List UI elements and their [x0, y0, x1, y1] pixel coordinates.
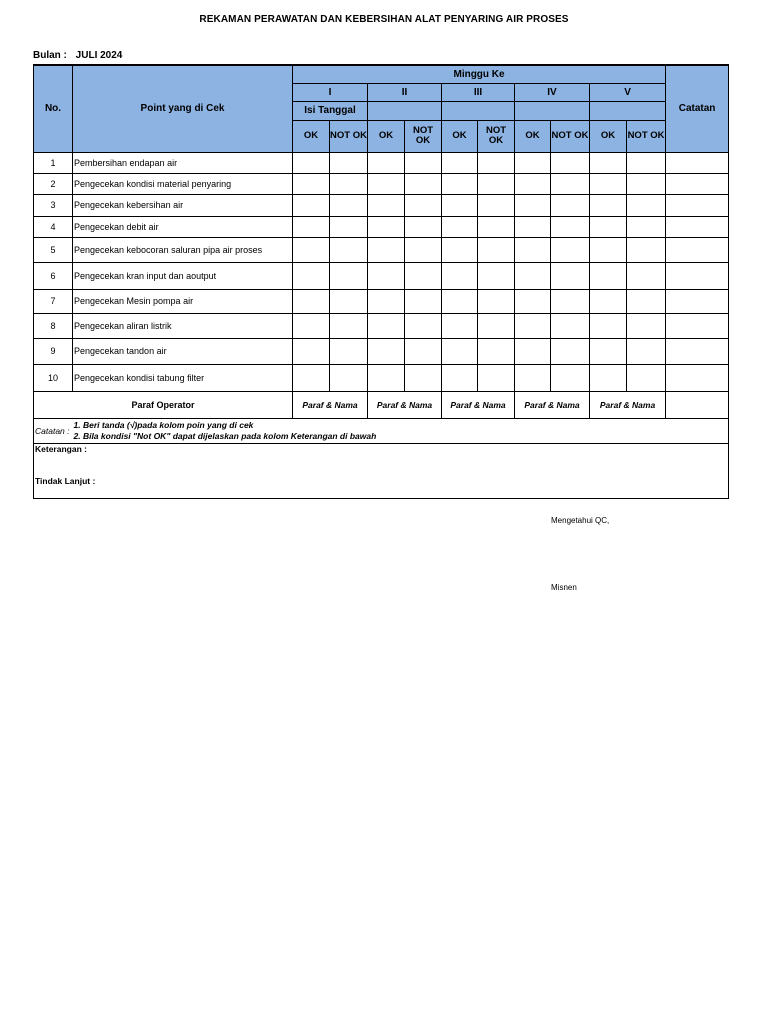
- row-number: 10: [34, 364, 73, 391]
- check-cell-week-5-ok[interactable]: [590, 313, 627, 338]
- check-cell-week-5-ok[interactable]: [590, 216, 627, 237]
- check-cell-week-4-ok[interactable]: [515, 237, 551, 262]
- check-cell-week-5-notok[interactable]: [627, 237, 666, 262]
- header-minggu-ke: Minggu Ke: [293, 65, 666, 83]
- check-cell-week-4-notok[interactable]: [551, 313, 590, 338]
- table-row: [34, 237, 729, 262]
- check-cell-week-1-notok[interactable]: [330, 338, 368, 364]
- paraf-cell-week-1[interactable]: Paraf & Nama: [293, 391, 368, 418]
- header-week-5: V: [590, 83, 666, 101]
- row-point: Pengecekan kran input dan aoutput: [73, 262, 293, 289]
- check-cell-week-4-ok[interactable]: [515, 173, 551, 194]
- table-row: [34, 338, 729, 364]
- check-cell-week-2-ok[interactable]: [368, 338, 405, 364]
- check-cell-week-1-ok[interactable]: [293, 237, 330, 262]
- check-cell-week-5-ok[interactable]: [590, 289, 627, 313]
- catatan-cell[interactable]: [666, 313, 729, 338]
- month-field: [33, 50, 122, 61]
- check-cell-week-3-ok[interactable]: [442, 237, 478, 262]
- check-cell-week-3-notok[interactable]: [478, 313, 515, 338]
- row-number: 3: [34, 194, 73, 216]
- table-row: [34, 364, 729, 391]
- check-cell-week-3-ok[interactable]: [442, 173, 478, 194]
- approval-label: Mengetahui QC,: [551, 516, 610, 525]
- header-week-1: I: [293, 83, 368, 101]
- header-notok-week-1: NOT OK: [330, 120, 368, 152]
- check-cell-week-4-notok[interactable]: [551, 262, 590, 289]
- catatan-cell[interactable]: [666, 152, 729, 173]
- header-notok-week-4: NOT OK: [551, 120, 590, 152]
- row-point: Pengecekan kondisi material penyaring: [73, 173, 293, 194]
- check-cell-week-4-notok[interactable]: [551, 364, 590, 391]
- check-cell-week-5-ok[interactable]: [590, 173, 627, 194]
- check-cell-week-5-notok[interactable]: [627, 338, 666, 364]
- header-isi-tanggal: Isi Tanggal: [293, 101, 368, 120]
- check-cell-week-4-notok[interactable]: [551, 216, 590, 237]
- check-cell-week-1-notok[interactable]: [330, 289, 368, 313]
- tindak-lanjut-label: Tindak Lanjut :: [35, 475, 96, 486]
- note-line-2: 2. Bila kondisi "Not OK" dapat dijelaskan pada kolom Keterangan di bawah: [73, 430, 377, 441]
- header-week-4: IV: [515, 83, 590, 101]
- row-number: 8: [34, 313, 73, 338]
- check-cell-week-2-notok[interactable]: [405, 173, 442, 194]
- check-cell-week-4-ok[interactable]: [515, 152, 551, 173]
- check-cell-week-1-ok[interactable]: [293, 152, 330, 173]
- check-cell-week-2-notok[interactable]: [405, 237, 442, 262]
- paraf-cell-week-5[interactable]: Paraf & Nama: [590, 391, 666, 418]
- row-point: Pengecekan kebersihan air: [73, 194, 293, 216]
- check-cell-week-1-ok[interactable]: [293, 262, 330, 289]
- date-cell-week-2[interactable]: [368, 101, 442, 120]
- paraf-cell-week-4[interactable]: Paraf & Nama: [515, 391, 590, 418]
- row-point: Pengecekan kebocoran saluran pipa air proses: [73, 237, 293, 262]
- check-cell-week-5-notok[interactable]: [627, 364, 666, 391]
- check-cell-week-2-ok[interactable]: [368, 289, 405, 313]
- check-cell-week-4-ok[interactable]: [515, 289, 551, 313]
- date-cell-week-5[interactable]: [590, 101, 666, 120]
- check-cell-week-5-ok[interactable]: [590, 364, 627, 391]
- check-cell-week-2-ok[interactable]: [368, 194, 405, 216]
- row-point: Pengecekan kondisi tabung filter: [73, 364, 293, 391]
- check-cell-week-2-ok[interactable]: [368, 173, 405, 194]
- check-cell-week-3-notok[interactable]: [478, 194, 515, 216]
- approver-name: Misnen: [551, 583, 577, 592]
- row-point: Pengecekan Mesin pompa air: [73, 289, 293, 313]
- check-cell-week-3-notok[interactable]: [478, 289, 515, 313]
- check-cell-week-1-ok[interactable]: [293, 194, 330, 216]
- check-cell-week-2-ok[interactable]: [368, 262, 405, 289]
- check-cell-week-5-notok[interactable]: [627, 313, 666, 338]
- check-cell-week-3-notok[interactable]: [478, 237, 515, 262]
- checklist-table: [33, 64, 729, 499]
- check-cell-week-2-ok[interactable]: [368, 364, 405, 391]
- check-cell-week-5-ok[interactable]: [590, 338, 627, 364]
- check-cell-week-4-ok[interactable]: [515, 313, 551, 338]
- table-row: [34, 216, 729, 237]
- check-cell-week-2-ok[interactable]: [368, 237, 405, 262]
- check-cell-week-1-notok[interactable]: [330, 194, 368, 216]
- row-point: Pengecekan debit air: [73, 216, 293, 237]
- check-cell-week-5-notok[interactable]: [627, 152, 666, 173]
- header-ok-week-3: OK: [442, 120, 478, 152]
- row-number: 4: [34, 216, 73, 237]
- check-cell-week-1-ok[interactable]: [293, 173, 330, 194]
- check-cell-week-4-notok[interactable]: [551, 338, 590, 364]
- check-cell-week-5-ok[interactable]: [590, 262, 627, 289]
- check-cell-week-5-notok[interactable]: [627, 262, 666, 289]
- check-cell-week-2-notok[interactable]: [405, 216, 442, 237]
- catatan-cell[interactable]: [666, 364, 729, 391]
- check-cell-week-4-ok[interactable]: [515, 194, 551, 216]
- date-cell-week-3[interactable]: [442, 101, 515, 120]
- check-cell-week-1-notok[interactable]: [330, 152, 368, 173]
- paraf-cell-week-2[interactable]: Paraf & Nama: [368, 391, 442, 418]
- header-notok-week-3: NOT OK: [478, 120, 515, 152]
- check-cell-week-3-ok[interactable]: [442, 364, 478, 391]
- check-cell-week-2-notok[interactable]: [405, 338, 442, 364]
- check-cell-week-5-notok[interactable]: [627, 194, 666, 216]
- header-no: No.: [34, 65, 73, 152]
- check-cell-week-1-ok[interactable]: [293, 289, 330, 313]
- check-cell-week-5-ok[interactable]: [590, 152, 627, 173]
- catatan-cell[interactable]: [666, 289, 729, 313]
- check-cell-week-5-notok[interactable]: [627, 216, 666, 237]
- table-row: [34, 194, 729, 216]
- check-cell-week-2-ok[interactable]: [368, 152, 405, 173]
- row-number: 9: [34, 338, 73, 364]
- row-point: Pengecekan tandon air: [73, 338, 293, 364]
- catatan-cell[interactable]: [666, 262, 729, 289]
- check-cell-week-1-notok[interactable]: [330, 364, 368, 391]
- paraf-catatan-cell[interactable]: [666, 391, 729, 418]
- keterangan-box[interactable]: [34, 443, 729, 498]
- header-ok-week-1: OK: [293, 120, 330, 152]
- check-cell-week-4-ok[interactable]: [515, 338, 551, 364]
- check-cell-week-2-notok[interactable]: [405, 262, 442, 289]
- check-cell-week-1-notok[interactable]: [330, 313, 368, 338]
- catatan-cell[interactable]: [666, 237, 729, 262]
- check-cell-week-4-notok[interactable]: [551, 152, 590, 173]
- check-cell-week-4-notok[interactable]: [551, 289, 590, 313]
- row-number: 2: [34, 173, 73, 194]
- check-cell-week-3-notok[interactable]: [478, 338, 515, 364]
- table-row: [34, 152, 729, 173]
- check-cell-week-3-ok[interactable]: [442, 152, 478, 173]
- check-cell-week-3-notok[interactable]: [478, 262, 515, 289]
- check-cell-week-5-notok[interactable]: [627, 289, 666, 313]
- header-ok-week-5: OK: [590, 120, 627, 152]
- header-ok-week-2: OK: [368, 120, 405, 152]
- row-number: 5: [34, 237, 73, 262]
- row-number: 7: [34, 289, 73, 313]
- check-cell-week-5-ok[interactable]: [590, 194, 627, 216]
- month-label: Bulan :: [33, 50, 67, 61]
- check-cell-week-5-ok[interactable]: [590, 237, 627, 262]
- check-cell-week-4-notok[interactable]: [551, 173, 590, 194]
- check-cell-week-3-notok[interactable]: [478, 216, 515, 237]
- check-cell-week-2-notok[interactable]: [405, 313, 442, 338]
- check-cell-week-1-ok[interactable]: [293, 364, 330, 391]
- check-cell-week-3-ok[interactable]: [442, 194, 478, 216]
- row-point: Pengecekan aliran listrik: [73, 313, 293, 338]
- header-notok-week-2: NOT OK: [405, 120, 442, 152]
- check-cell-week-5-notok[interactable]: [627, 173, 666, 194]
- catatan-cell[interactable]: [666, 173, 729, 194]
- check-cell-week-3-ok[interactable]: [442, 289, 478, 313]
- table-row: [34, 313, 729, 338]
- header-notok-week-5: NOT OK: [627, 120, 666, 152]
- check-cell-week-1-notok[interactable]: [330, 216, 368, 237]
- check-cell-week-1-ok[interactable]: [293, 313, 330, 338]
- check-cell-week-3-notok[interactable]: [478, 364, 515, 391]
- month-value: JULI 2024: [75, 50, 123, 61]
- header-catatan: Catatan: [666, 65, 729, 152]
- catatan-cell[interactable]: [666, 338, 729, 364]
- check-cell-week-4-ok[interactable]: [515, 364, 551, 391]
- paraf-operator-label: Paraf Operator: [34, 391, 293, 418]
- check-cell-week-3-notok[interactable]: [478, 173, 515, 194]
- table-row: [34, 289, 729, 313]
- notes-content: [73, 418, 729, 443]
- check-cell-week-1-notok[interactable]: [330, 173, 368, 194]
- header-point: Point yang di Cek: [73, 65, 293, 152]
- catatan-cell[interactable]: [666, 194, 729, 216]
- check-cell-week-2-notok[interactable]: [405, 152, 442, 173]
- note-line-1: 1. Beri tanda (√)pada kolom poin yang di cek: [73, 419, 254, 430]
- check-cell-week-4-notok[interactable]: [551, 237, 590, 262]
- notes-label: Catatan :: [34, 418, 73, 443]
- catatan-cell[interactable]: [666, 216, 729, 237]
- check-cell-week-3-ok[interactable]: [442, 262, 478, 289]
- table-row: [34, 262, 729, 289]
- header-week-2: II: [368, 83, 442, 101]
- keterangan-label: Keterangan :: [35, 443, 87, 454]
- check-cell-week-2-notok[interactable]: [405, 194, 442, 216]
- check-cell-week-2-notok[interactable]: [405, 364, 442, 391]
- check-cell-week-4-ok[interactable]: [515, 262, 551, 289]
- check-cell-week-4-ok[interactable]: [515, 216, 551, 237]
- row-point: Pembersihan endapan air: [73, 152, 293, 173]
- check-cell-week-1-notok[interactable]: [330, 237, 368, 262]
- check-cell-week-4-notok[interactable]: [551, 194, 590, 216]
- check-cell-week-3-ok[interactable]: [442, 216, 478, 237]
- row-number: 1: [34, 152, 73, 173]
- check-cell-week-2-notok[interactable]: [405, 289, 442, 313]
- check-cell-week-3-notok[interactable]: [478, 152, 515, 173]
- date-cell-week-4[interactable]: [515, 101, 590, 120]
- header-week-3: III: [442, 83, 515, 101]
- row-number: 6: [34, 262, 73, 289]
- item-rows: [34, 152, 729, 391]
- table-row: [34, 173, 729, 194]
- check-cell-week-2-ok[interactable]: [368, 216, 405, 237]
- check-cell-week-3-ok[interactable]: [442, 338, 478, 364]
- document-title: REKAMAN PERAWATAN DAN KEBERSIHAN ALAT PENYARING AIR PROSES: [199, 14, 569, 25]
- check-cell-week-1-ok[interactable]: [293, 216, 330, 237]
- check-cell-week-3-ok[interactable]: [442, 313, 478, 338]
- check-cell-week-2-ok[interactable]: [368, 313, 405, 338]
- header-ok-week-4: OK: [515, 120, 551, 152]
- check-cell-week-1-notok[interactable]: [330, 262, 368, 289]
- check-cell-week-1-ok[interactable]: [293, 338, 330, 364]
- paraf-cell-week-3[interactable]: Paraf & Nama: [442, 391, 515, 418]
